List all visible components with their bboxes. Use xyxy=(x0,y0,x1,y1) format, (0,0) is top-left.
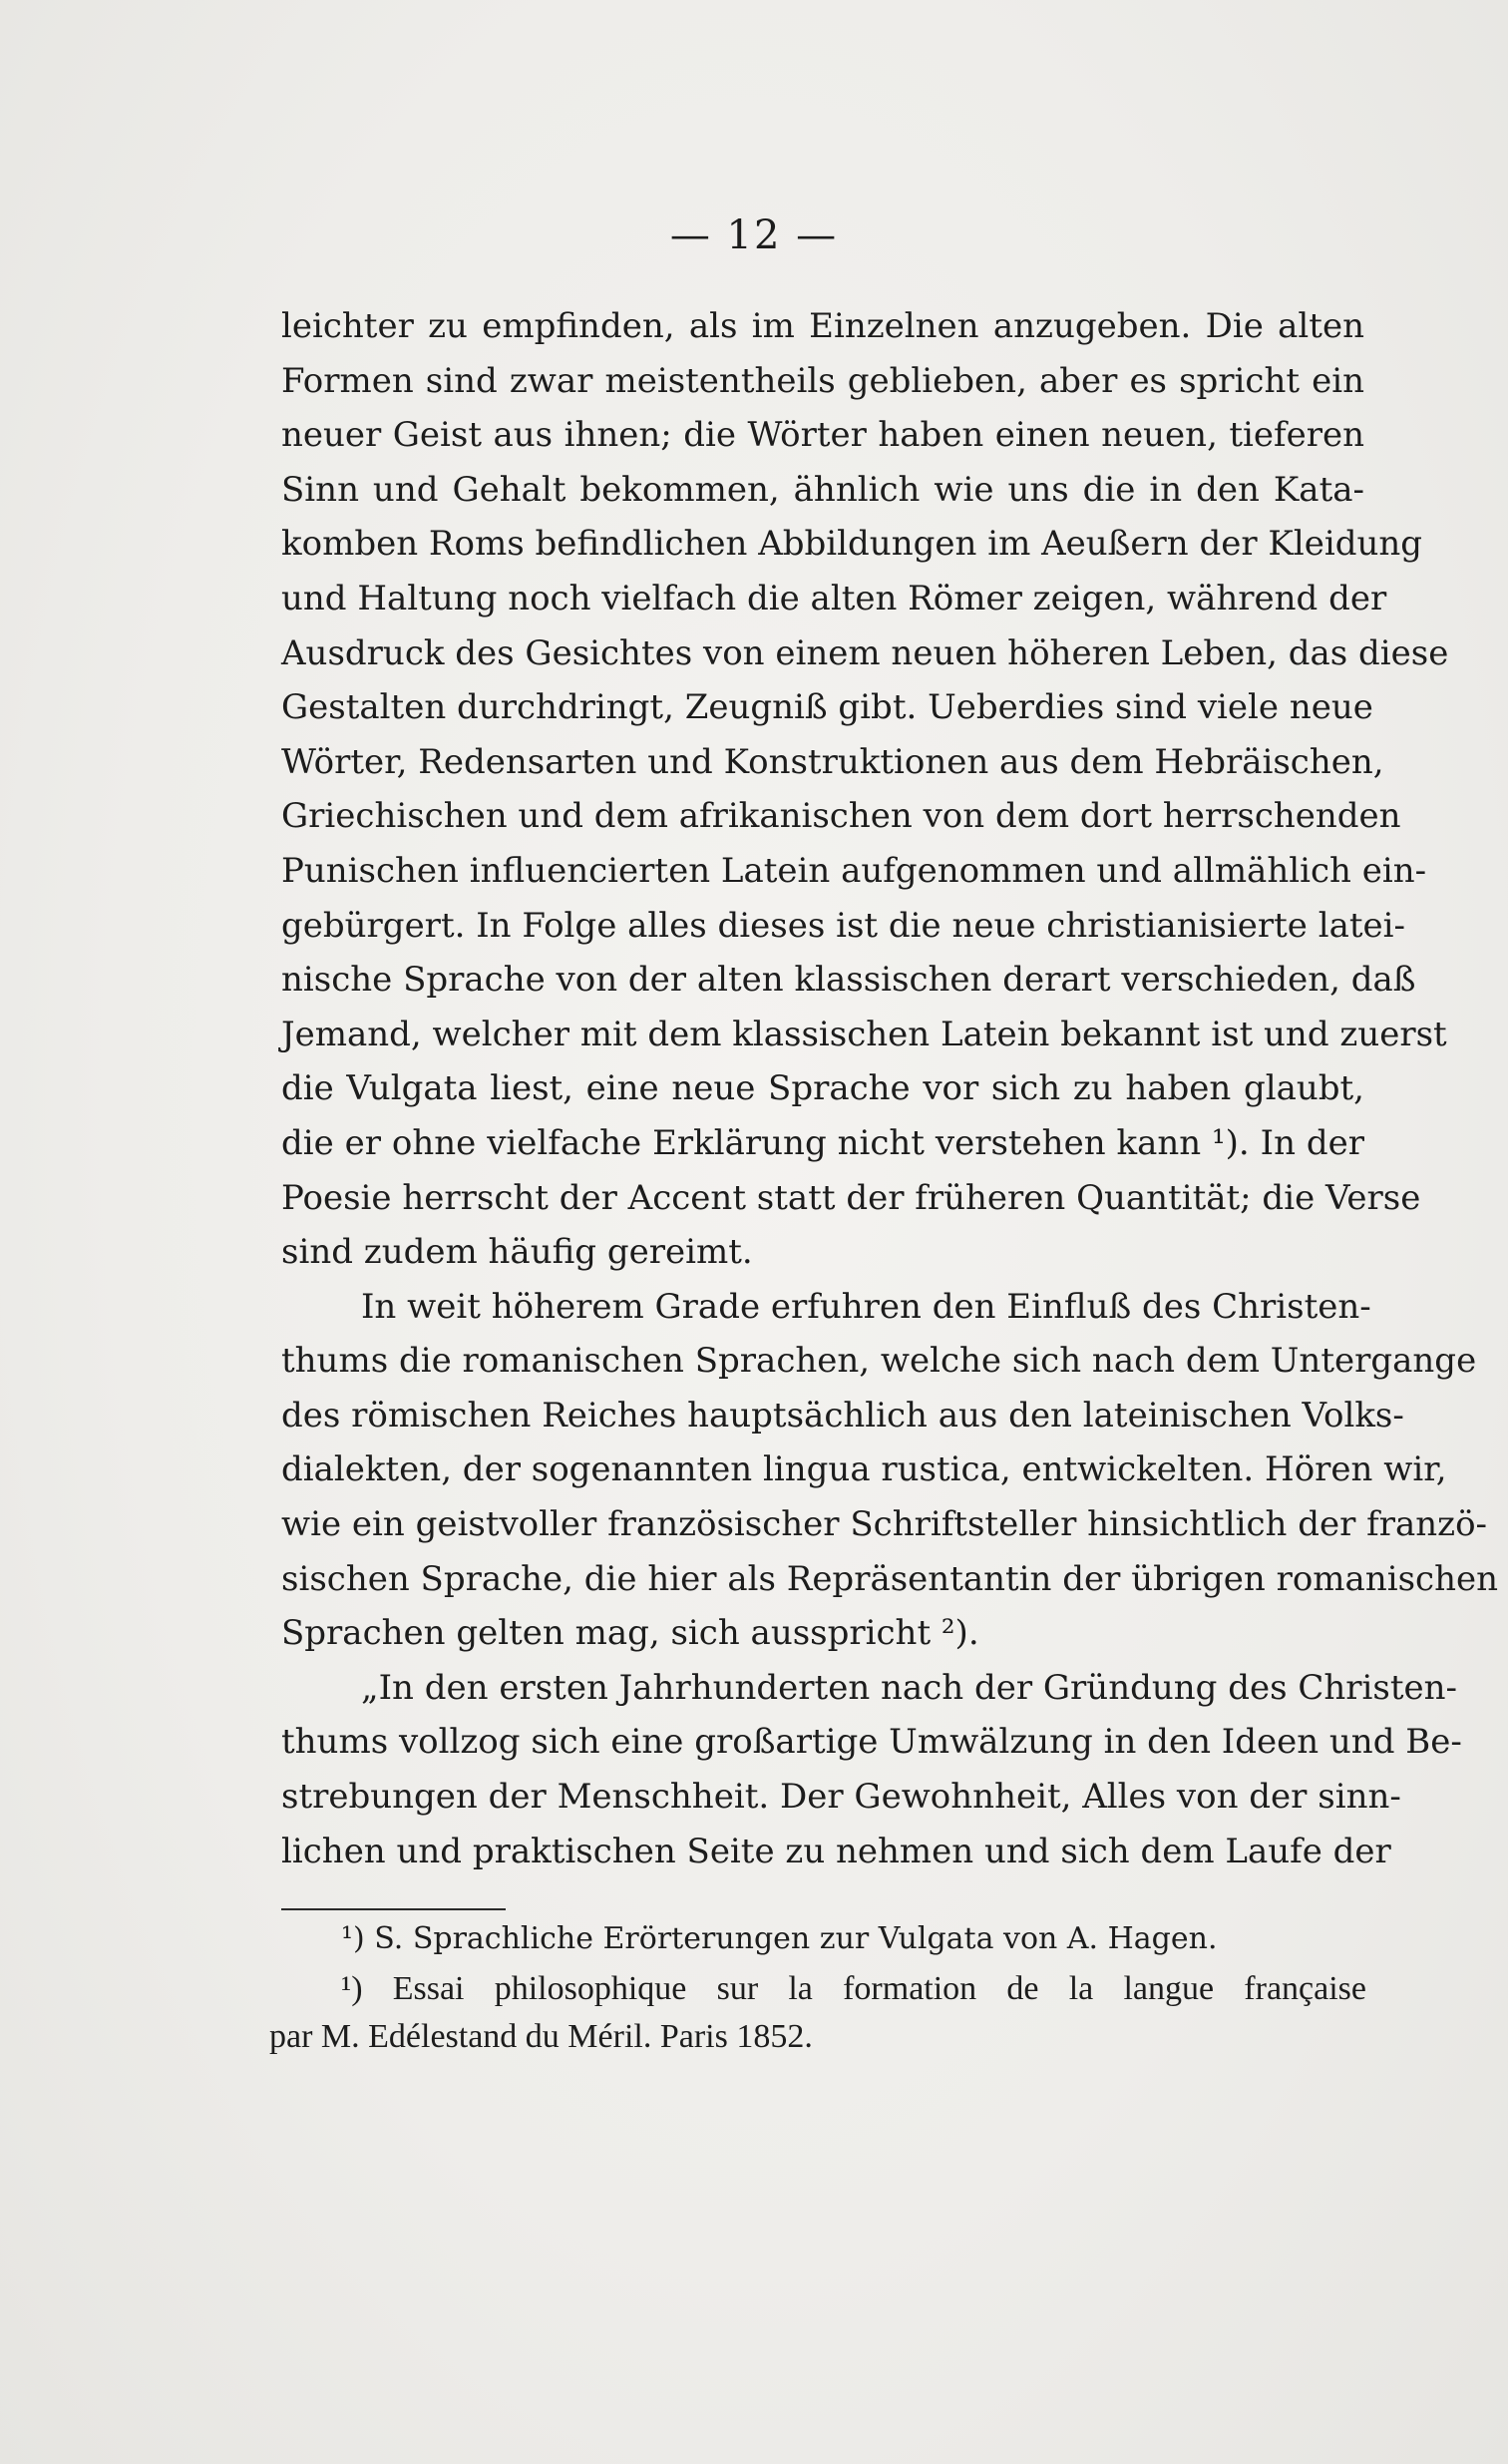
text-line: neuer Geist aus ihnen; die Wörter haben einen neuen, tieferen xyxy=(281,415,1364,456)
text-line: wie ein geistvoller französischer Schriftsteller hinsichtlich der franzö- xyxy=(281,1504,1488,1545)
text-line: die er ohne vielfache Erklärung nicht verstehen kann ¹). In der xyxy=(281,1122,1364,1163)
text-line: Ausdruck des Gesichtes von einem neuen höheren Leben, das diese xyxy=(281,632,1449,673)
text-line: Wörter, Redensarten und Konstruktionen aus dem Hebräischen, xyxy=(281,741,1384,782)
text-line: Formen sind zwar meistentheils geblieben, aber es spricht ein xyxy=(281,360,1364,401)
text-line: thums die romanischen Sprachen, welche sich nach dem Untergange xyxy=(281,1341,1477,1382)
text-line: „In den ersten Jahrhunderten nach der Gründung des Christen- xyxy=(361,1667,1458,1708)
text-line: Jemand, welcher mit dem klassischen Latein bekannt ist und zuerst xyxy=(281,1014,1447,1054)
text-line: In weit höherem Grade erfuhren den Einfluß des Christen- xyxy=(361,1286,1371,1327)
text-line: und Haltung noch vielfach die alten Römer zeigen, während der xyxy=(281,578,1387,618)
text-line: des römischen Reiches hauptsächlich aus den lateinischen Volks- xyxy=(281,1395,1404,1436)
footnote-divider xyxy=(281,1908,506,1910)
text-line: Griechischen und dem afrikanischen von dem dort herrschenden xyxy=(281,796,1401,837)
text-line: lichen und praktischen Seite zu nehmen und sich dem Laufe der xyxy=(281,1831,1391,1871)
text-line: Punischen influencierten Latein aufgenommen und allmählich ein- xyxy=(281,850,1427,891)
text-line: leichter zu empfinden, als im Einzelnen anzugeben. Die alten xyxy=(281,306,1364,346)
text-line: Poesie herrscht der Accent statt der früheren Quantität; die Verse xyxy=(281,1177,1421,1218)
footnote-2-line-1: ¹) Essai philosophique sur la formation de la langue française xyxy=(341,1970,1366,2007)
footnote-2-line-2: par M. Edélestand du Méril. Paris 1852. xyxy=(269,2018,813,2055)
text-line: Sprachen gelten mag, sich ausspricht ²). xyxy=(281,1613,979,1654)
footnotes xyxy=(269,1913,1366,2061)
text-line: strebungen der Menschheit. Der Gewohnheit, Alles von der sinn- xyxy=(281,1777,1401,1818)
text-line: gebürgert. In Folge alles dieses ist die neue christianisierte latei- xyxy=(281,905,1405,946)
text-line: dialekten, der sogenannten lingua rustica, entwickelten. Hören wir, xyxy=(281,1449,1447,1490)
page-number: — 12 — xyxy=(669,212,839,258)
text-line: die Vulgata liest, eine neue Sprache vor sich zu haben glaubt, xyxy=(281,1068,1364,1109)
body-text xyxy=(281,299,1498,1878)
text-line: Sinn und Gehalt bekommen, ähnlich wie uns die in den Kata- xyxy=(281,469,1364,510)
text-line: sind zudem häufig gereimt. xyxy=(281,1232,753,1273)
text-line: thums vollzog sich eine großartige Umwälzung in den Ideen und Be- xyxy=(281,1722,1462,1763)
text-line: sischen Sprache, die hier als Repräsentantin der übrigen romanischen xyxy=(281,1558,1498,1599)
text-line: komben Roms befindlichen Abbildungen im Aeußern der Kleidung xyxy=(281,524,1423,565)
text-line: nische Sprache von der alten klassischen derart verschieden, daß xyxy=(281,960,1416,1001)
text-line: Gestalten durchdringt, Zeugniß gibt. Ueberdies sind viele neue xyxy=(281,687,1373,728)
footnote-1: ¹) S. Sprachliche Erörterungen zur Vulgata von A. Hagen. xyxy=(341,1921,1218,1956)
